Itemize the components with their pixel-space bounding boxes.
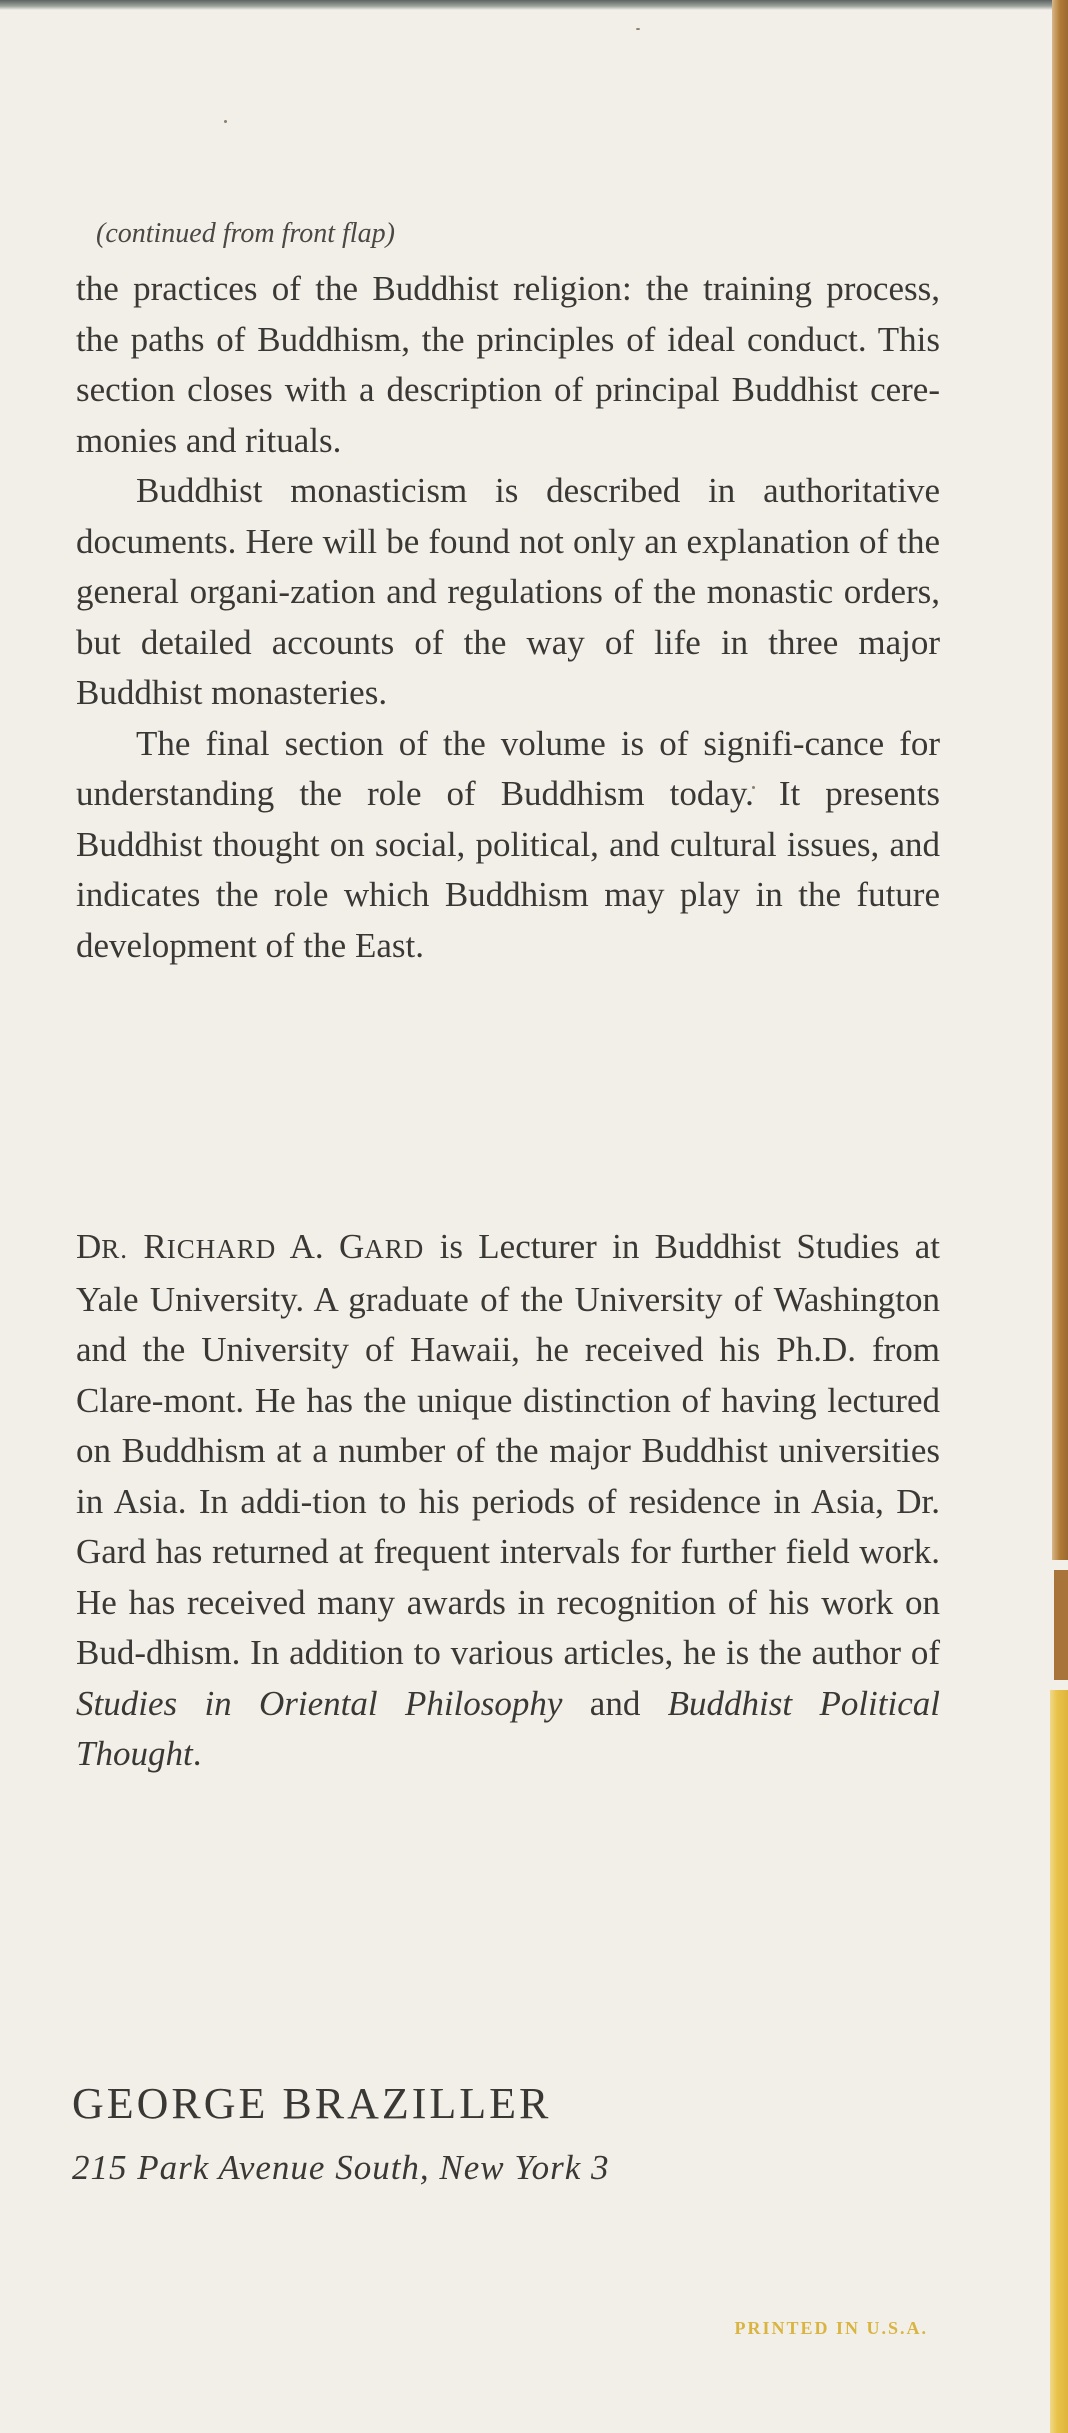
publisher-name: GEORGE BRAZILLER — [72, 2079, 552, 2128]
spine-edge-brown — [1052, 0, 1068, 1560]
paper-speck — [636, 28, 640, 30]
paragraph-practices: the practices of the Buddhist religion: the training process, the paths of Buddhism, the principles of ideal conduct. This section closes with a description of principal Buddhist cere-monies and rituals. — [76, 269, 940, 460]
bio-conjunction: and — [562, 1683, 668, 1723]
author-bio-paragraph — [76, 1222, 940, 1780]
author-name — [76, 1227, 424, 1266]
book-title-studies: Studies in Oriental Philosophy — [76, 1683, 563, 1723]
paper-speck — [224, 120, 227, 123]
top-edge — [0, 0, 1068, 10]
first-name-cap: R — [143, 1227, 167, 1266]
author-bio — [76, 1222, 940, 1780]
printed-in-usa: PRINTED IN U.S.A. — [734, 2318, 928, 2338]
name-prefix-small: R. — [101, 1234, 129, 1264]
paragraph-monasticism: Buddhist monasticism is described in authoritative documents. Here will be found not only an explanation of the general organi-zation and regulations of the monastic orders, but detailed accounts of the way of life in three major Buddhist monasteries. — [76, 471, 940, 712]
description-block — [76, 264, 940, 971]
book-title-political-thought: Buddhist Political Thought — [76, 1683, 940, 1773]
last-name-cap: G — [339, 1227, 365, 1266]
paragraph-final-section: The final section of the volume is of signifi-cance for understanding the role of Buddhism today. It presents Buddhist thought on social, political, and cultural issues, and indicates the role which Buddhism may play in the future development of the East. — [76, 723, 940, 965]
first-name-small: ICHARD — [166, 1234, 277, 1264]
spine-edge-brown-lower — [1054, 1570, 1068, 1680]
publisher-address: 215 Park Avenue South, New York 3 — [72, 2148, 610, 2187]
spine-edge-yellow — [1050, 1690, 1068, 2433]
last-name-small: ARD — [364, 1234, 425, 1264]
bio-text: is Lecturer in Buddhist Studies at Yale University. A graduate of the University of Washington and the University of Hawaii, he received his Ph.D. from Clare-mont. He has the unique distinction of having lectured on Buddhism at a number of the major Buddhist universities in Asia. In addi-tion to his periods of residence in Asia, Dr. Gard has returned at frequent intervals for further field work. He has received many awards in recognition of his work on Bud-dhism. In addition to various articles, he is the author of — [76, 1227, 941, 1672]
middle-initial: A. — [289, 1227, 324, 1266]
continued-note: (continued from front flap) — [96, 218, 395, 249]
bio-end: . — [192, 1734, 202, 1773]
name-prefix-cap: D — [76, 1227, 102, 1266]
